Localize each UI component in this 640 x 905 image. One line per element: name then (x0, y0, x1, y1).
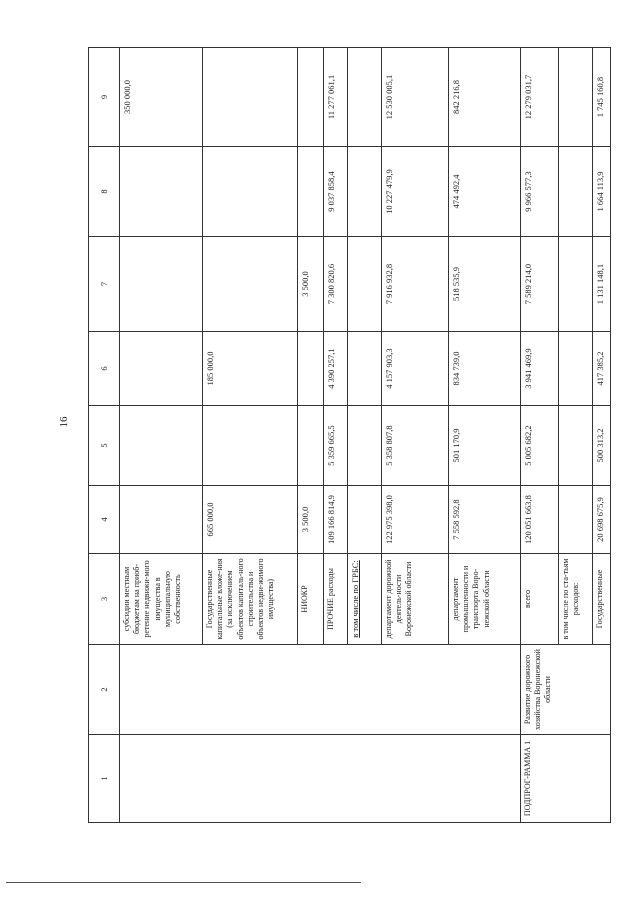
empty-cell (120, 735, 521, 823)
footer-rule (6, 882, 361, 883)
expense-name-cell: Государственные капитальные вложе-ния (за исключением объектов капиталь-ного строительства и объектов недви-жимого имущества) (203, 554, 298, 645)
value-cell: 1 664 113,9 (593, 147, 611, 237)
value-cell: 185 000,0 (203, 332, 298, 406)
value-cell: 9 037 858,4 (324, 147, 348, 237)
value-cell: 11 277 061,1 (324, 48, 348, 147)
value-cell: 5 359 665,5 (324, 406, 348, 486)
value-cell (348, 147, 382, 237)
value-cell (203, 48, 298, 147)
empty-cell (120, 645, 521, 735)
value-cell (559, 147, 593, 237)
expense-name-cell: в том числе по ста-тьям расходов: (559, 554, 593, 645)
value-cell (348, 332, 382, 406)
value-cell (559, 332, 593, 406)
value-cell: 1 131 148,1 (593, 237, 611, 332)
column-header: 5 (89, 406, 120, 486)
table-row (521, 48, 559, 823)
value-cell: 7 300 820,6 (324, 237, 348, 332)
value-cell: 12 530 005,1 (382, 48, 449, 147)
column-header: 3 (89, 554, 120, 645)
value-cell: 5 358 807,8 (382, 406, 449, 486)
value-cell: 834 739,0 (449, 332, 521, 406)
value-cell (559, 237, 593, 332)
column-header: 6 (89, 332, 120, 406)
expense-name-cell: субсидии местным бюджетам на приоб-ретение недвижи-мого имущества в муниципальную собственность (120, 554, 203, 645)
value-cell: 842 216,8 (449, 48, 521, 147)
value-cell: 1 745 160,8 (593, 48, 611, 147)
value-cell: 665 000,0 (203, 486, 298, 554)
expense-name-cell: всего (521, 554, 559, 645)
value-cell: 7 916 932,8 (382, 237, 449, 332)
value-cell: 120 051 663,8 (521, 486, 559, 554)
value-cell: 417 385,2 (593, 332, 611, 406)
value-cell (298, 48, 324, 147)
expense-name-cell: департамент промышленности и транспорта Воро-нежской области (449, 554, 521, 645)
value-cell (348, 237, 382, 332)
value-cell (120, 147, 203, 237)
value-cell (203, 147, 298, 237)
value-cell (559, 48, 593, 147)
column-header: 9 (89, 48, 120, 147)
value-cell (120, 406, 203, 486)
value-cell (203, 237, 298, 332)
value-cell: 122 975 398,0 (382, 486, 449, 554)
value-cell: 5 005 682,2 (521, 406, 559, 486)
value-cell (348, 406, 382, 486)
table-row (120, 48, 203, 823)
value-cell: 7 558 592,8 (449, 486, 521, 554)
value-cell: 20 698 675,9 (593, 486, 611, 554)
value-cell: 10 227 479,9 (382, 147, 449, 237)
expense-name-cell: НИОКР (298, 554, 324, 645)
value-cell: 109 166 814,9 (324, 486, 348, 554)
column-header: 1 (89, 735, 120, 823)
value-cell (348, 486, 382, 554)
expense-name-cell: ПРОЧИЕ расходы (324, 554, 348, 645)
page-number: 16 (58, 416, 70, 428)
value-cell (298, 406, 324, 486)
subprogram-code-cell: ПОДПРОГ-РАММА 1 (521, 735, 611, 823)
budget-table (88, 47, 611, 823)
column-header: 8 (89, 147, 120, 237)
value-cell (120, 237, 203, 332)
rotated-table-wrapper (88, 48, 605, 823)
value-cell: 3 941 469,9 (521, 332, 559, 406)
value-cell (298, 332, 324, 406)
subprogram-title-cell: Развитие дорожного хозяйства Воронежской области (521, 645, 611, 735)
value-cell: 4 157 903,3 (382, 332, 449, 406)
expense-name-cell: департамент дорожной деятель-ности Воронежской области (382, 554, 449, 645)
expense-name-cell: Государственные (593, 554, 611, 645)
value-cell (203, 406, 298, 486)
value-cell (120, 332, 203, 406)
value-cell: 350 000,0 (120, 48, 203, 147)
value-cell: 3 500,0 (298, 486, 324, 554)
header-row (89, 48, 120, 823)
value-cell: 4 390 257,1 (324, 332, 348, 406)
value-cell: 9 966 577,3 (521, 147, 559, 237)
value-cell: 3 500,0 (298, 237, 324, 332)
column-header: 7 (89, 237, 120, 332)
value-cell: 500 313,2 (593, 406, 611, 486)
value-cell: 518 535,9 (449, 237, 521, 332)
value-cell (348, 48, 382, 147)
value-cell: 501 170,9 (449, 406, 521, 486)
column-header: 2 (89, 645, 120, 735)
expense-name-cell: в том числе по ГРБС: (348, 554, 382, 645)
column-header: 4 (89, 486, 120, 554)
value-cell (559, 486, 593, 554)
value-cell: 7 589 214,0 (521, 237, 559, 332)
value-cell: 474 492,4 (449, 147, 521, 237)
value-cell: 12 279 031,7 (521, 48, 559, 147)
value-cell (120, 486, 203, 554)
value-cell (298, 147, 324, 237)
value-cell (559, 406, 593, 486)
